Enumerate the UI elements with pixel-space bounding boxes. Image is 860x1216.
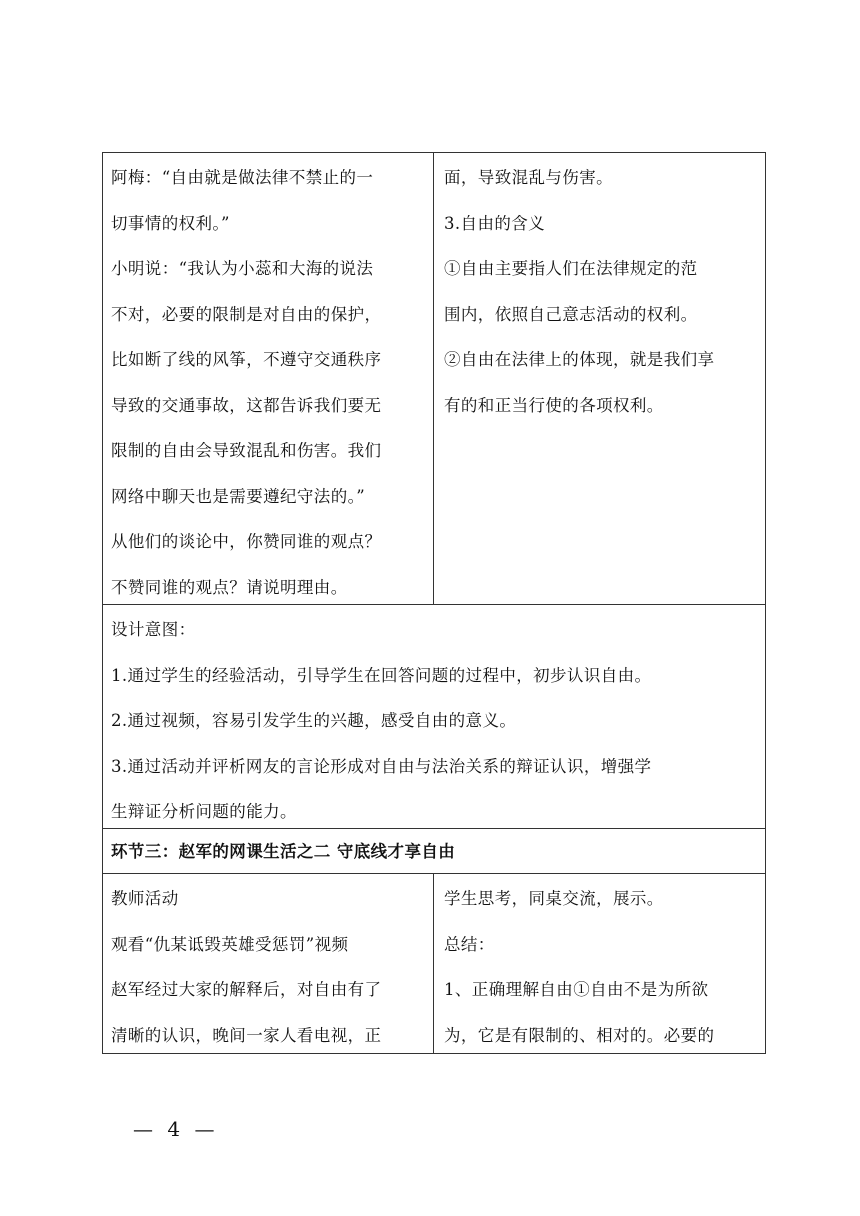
- text-line: 阿梅：“自由就是做法律不禁止的一: [111, 168, 374, 187]
- text-line: 1、正确理解自由①自由不是为所欲: [444, 980, 709, 999]
- text-line: 有的和正当行使的各项权利。: [444, 395, 664, 415]
- text-line: 教师活动: [111, 889, 179, 908]
- text-line: 为，它是有限制的、相对的。必要的: [444, 1025, 715, 1045]
- text-line: 不对，必要的限制是对自由的保护，: [111, 304, 382, 324]
- discussion-left-cell: [103, 153, 434, 604]
- text-line: 总结：: [444, 934, 495, 954]
- section-heading-row: [103, 828, 765, 873]
- text-line: 3.自由的含义: [444, 213, 546, 233]
- text-line: 小明说：“我认为小蕊和大海的说法: [111, 259, 374, 278]
- text-line: 赵军经过大家的解释后，对自由有了: [111, 980, 382, 999]
- text-line: 围内，依照自己意志活动的权利。: [444, 304, 698, 324]
- text-line: 3.通过活动并评析网友的言论形成对自由与法治关系的辩证认识，增强学: [111, 756, 652, 776]
- design-intent-title: 设计意图：: [111, 620, 196, 639]
- text-line: 切事情的权利。”: [111, 213, 230, 233]
- text-line: 不赞同谁的观点？请说明理由。: [111, 577, 348, 597]
- design-intent-row: [103, 604, 765, 828]
- text-line: 学生思考，同桌交流，展示。: [444, 889, 664, 908]
- text-line: 导致的交通事故，这都告诉我们要无: [111, 395, 382, 415]
- text-line: 比如断了线的风筝，不遵守交通秩序: [111, 350, 382, 369]
- text-line: 1.通过学生的经验活动，引导学生在回答问题的过程中，初步认识自由。: [111, 665, 652, 685]
- text-line: 面，导致混乱与伤害。: [444, 168, 613, 187]
- lesson-plan-table: [102, 152, 766, 1054]
- section-heading: 环节三：赵军的网课生活之二 守底线才享自由: [111, 842, 456, 861]
- text-line: ①自由主要指人们在法律规定的范: [444, 259, 698, 278]
- text-line: 生辩证分析问题的能力。: [111, 802, 297, 821]
- text-line: 观看“仇某诋毁英雄受惩罚”视频: [111, 934, 349, 954]
- design-intent-cell: [103, 605, 765, 828]
- section-heading-cell: [103, 829, 765, 873]
- text-line: 网络中聊天也是需要遵纪守法的。”: [111, 486, 366, 506]
- discussion-row: [103, 153, 765, 604]
- text-line: 从他们的谈论中，你赞同谁的观点？: [111, 532, 382, 551]
- text-line: ②自由在法律上的体现，就是我们享: [444, 350, 715, 369]
- text-line: 限制的自由会导致混乱和伤害。我们: [111, 441, 382, 460]
- discussion-right-cell: [434, 153, 765, 604]
- student-activity-cell: [434, 874, 765, 1053]
- activity-row: [103, 873, 765, 1053]
- teacher-activity-cell: [103, 874, 434, 1053]
- text-line: 清晰的认识，晚间一家人看电视，正: [111, 1025, 382, 1045]
- text-line: 2.通过视频，容易引发学生的兴趣，感受自由的意义。: [111, 711, 517, 730]
- page-number: — 4 —: [133, 1117, 219, 1141]
